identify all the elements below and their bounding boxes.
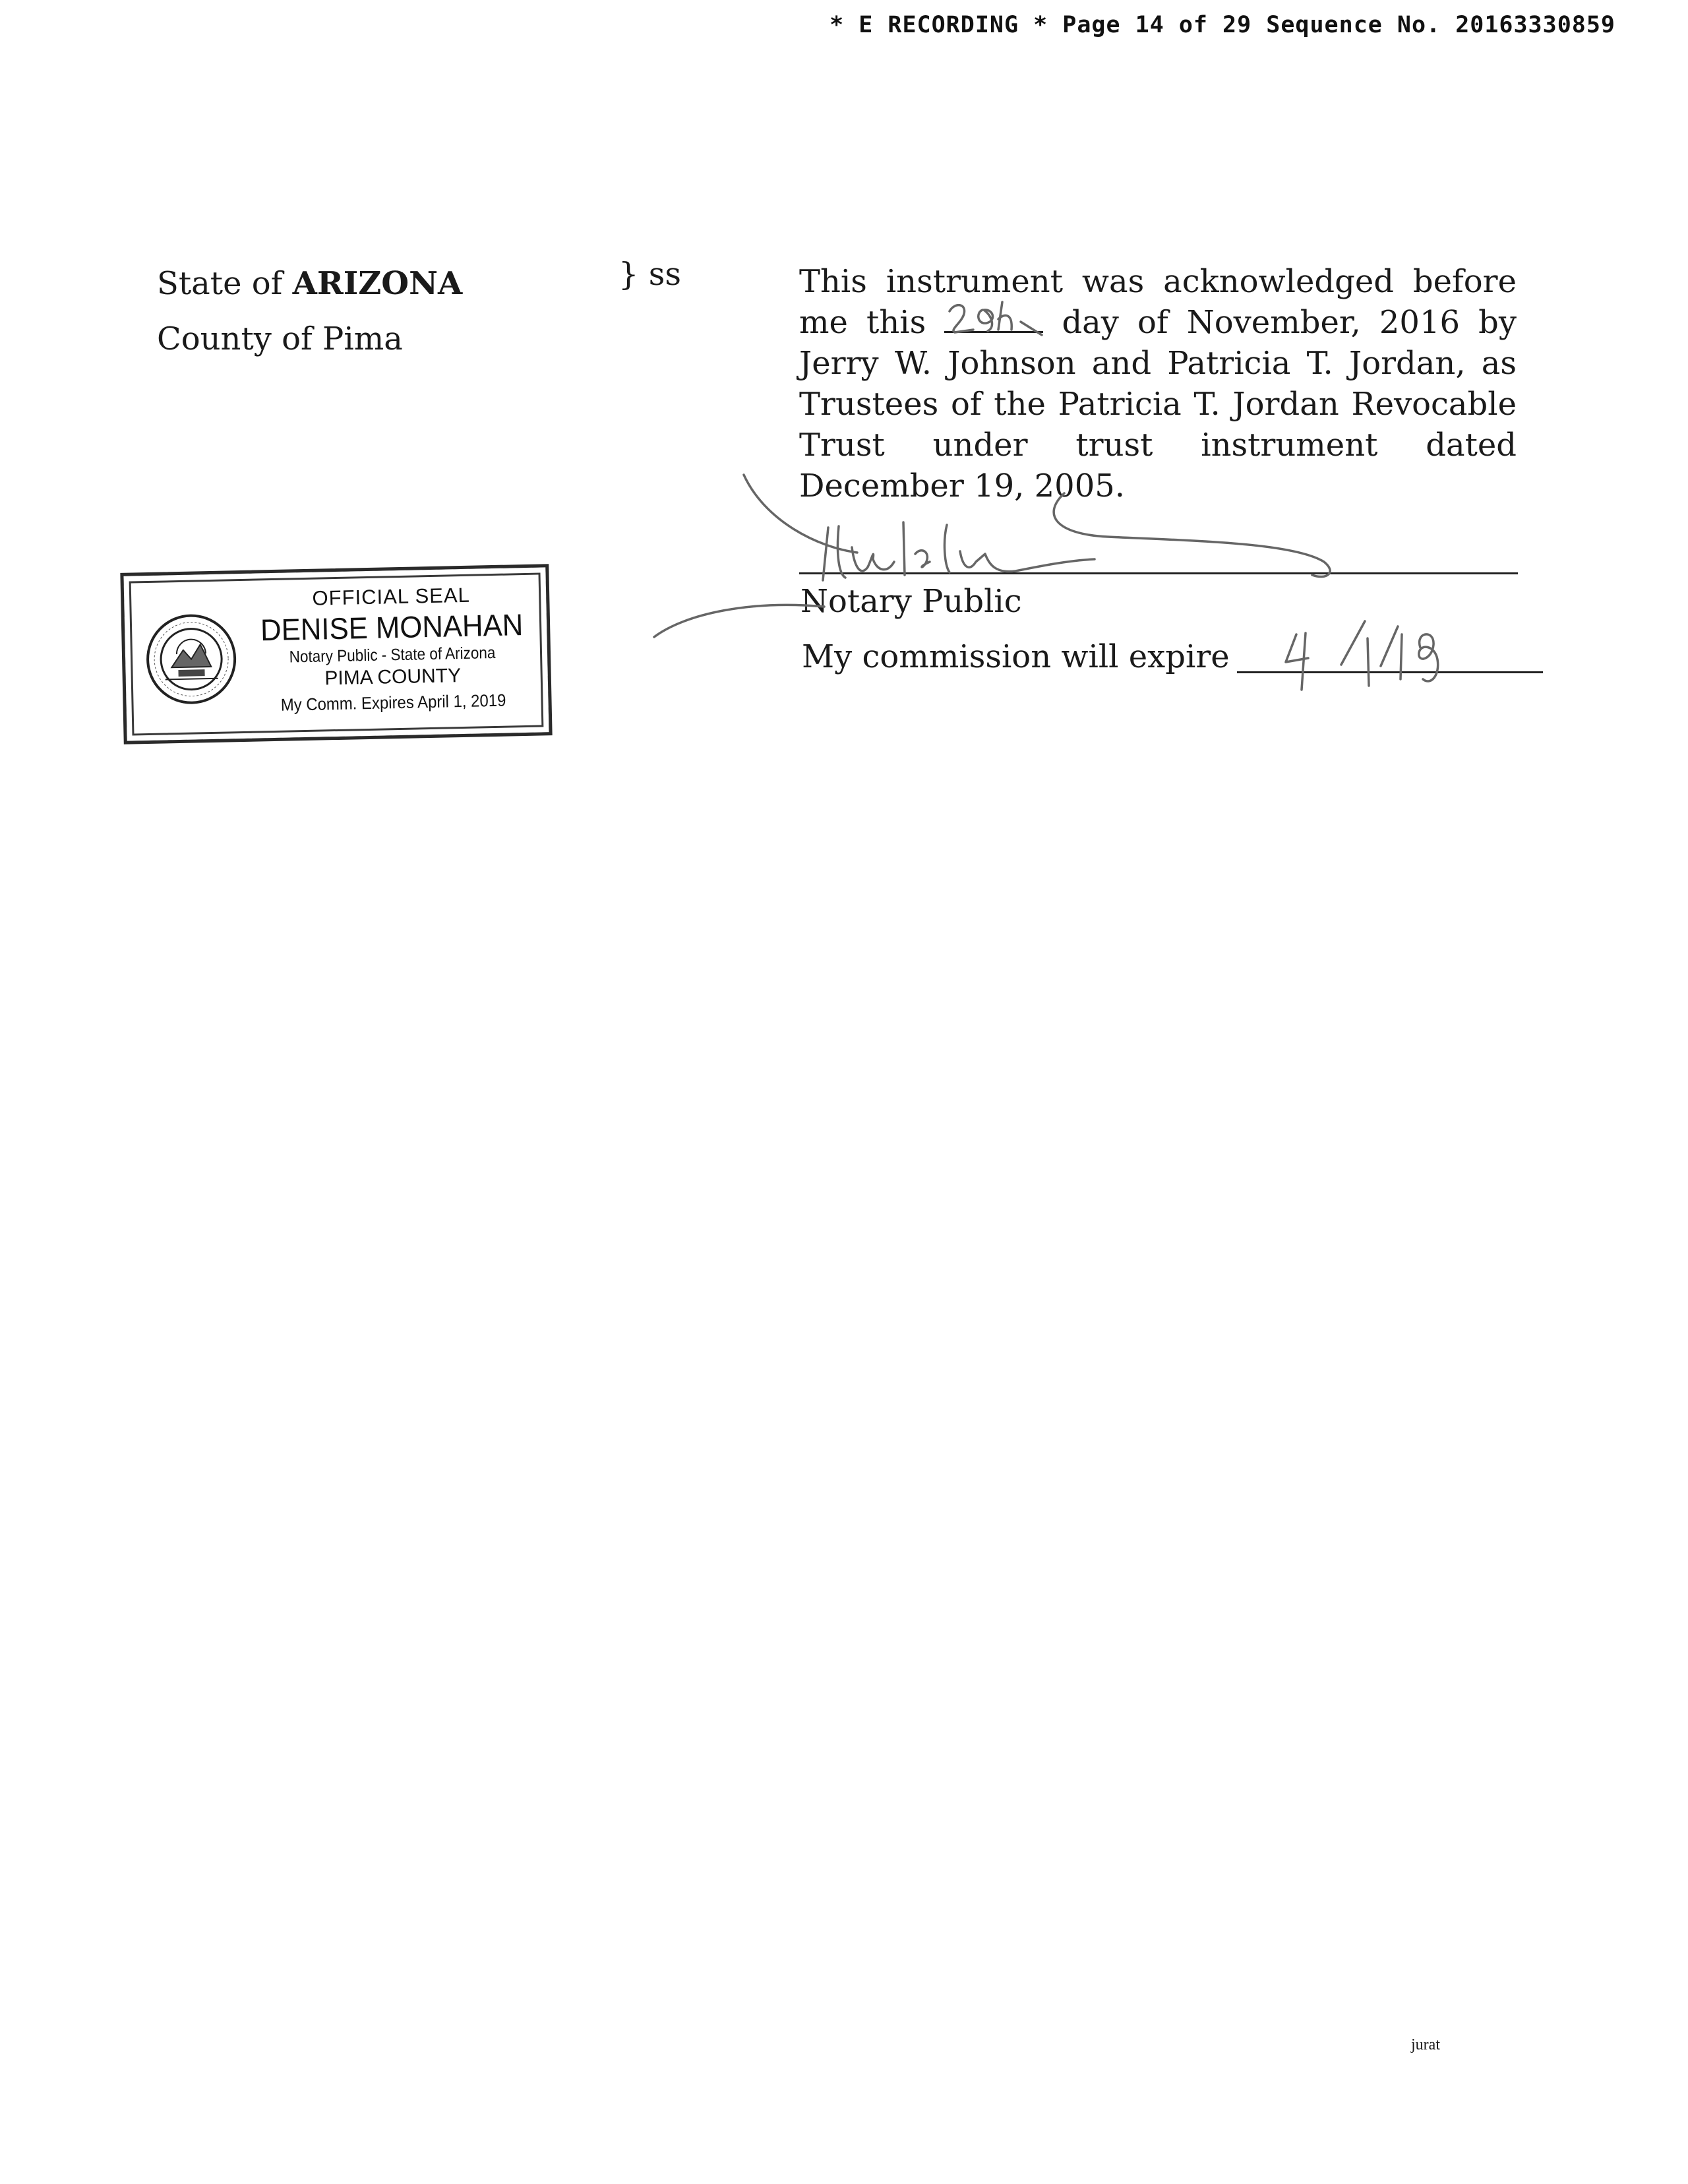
- footer-label: jurat: [1411, 2036, 1440, 2053]
- recording-header: * E RECORDING * Page 14 of 29 Sequence No. 20163330859: [829, 12, 1615, 38]
- commission-expiry-label: My commission will expire: [802, 638, 1230, 675]
- handwritten-expiry-date: [1286, 621, 1438, 690]
- day-blank: [944, 305, 1043, 333]
- seal-county: PIMA COUNTY: [324, 665, 462, 690]
- notary-public-label: Notary Public: [800, 583, 1022, 620]
- seal-text-block: [249, 582, 535, 716]
- state-line: [157, 256, 462, 311]
- seal-title: OFFICIAL SEAL: [312, 583, 471, 610]
- official-seal-stamp: [120, 564, 552, 744]
- arizona-state-seal-icon: [144, 612, 239, 706]
- state-name: ARIZONA: [292, 265, 463, 302]
- state-prefix: State of: [157, 265, 283, 302]
- county-line: County of Pima: [157, 320, 403, 357]
- ack-part1: This instrument was acknowledged before me this: [799, 263, 1517, 341]
- ack-part2: day of November, 2016 by Jerry W. Johnson and Patricia T. Jordan, as Trustees of the Patricia T. Jordan Revocable Trust under trust instrument dated December 19, 2005.: [799, 304, 1517, 504]
- ss-marker: } ss: [618, 256, 682, 293]
- commission-expiry-line: [1237, 671, 1543, 673]
- notary-signature-line: [799, 572, 1518, 574]
- seal-expiry: My Comm. Expires April 1, 2019: [280, 690, 506, 715]
- seal-notary-state: Notary Public - State of Arizona: [289, 643, 496, 667]
- venue-block: [157, 256, 462, 367]
- acknowledgment-text: [799, 261, 1517, 506]
- seal-notary-name: DENISE MONAHAN: [260, 607, 524, 648]
